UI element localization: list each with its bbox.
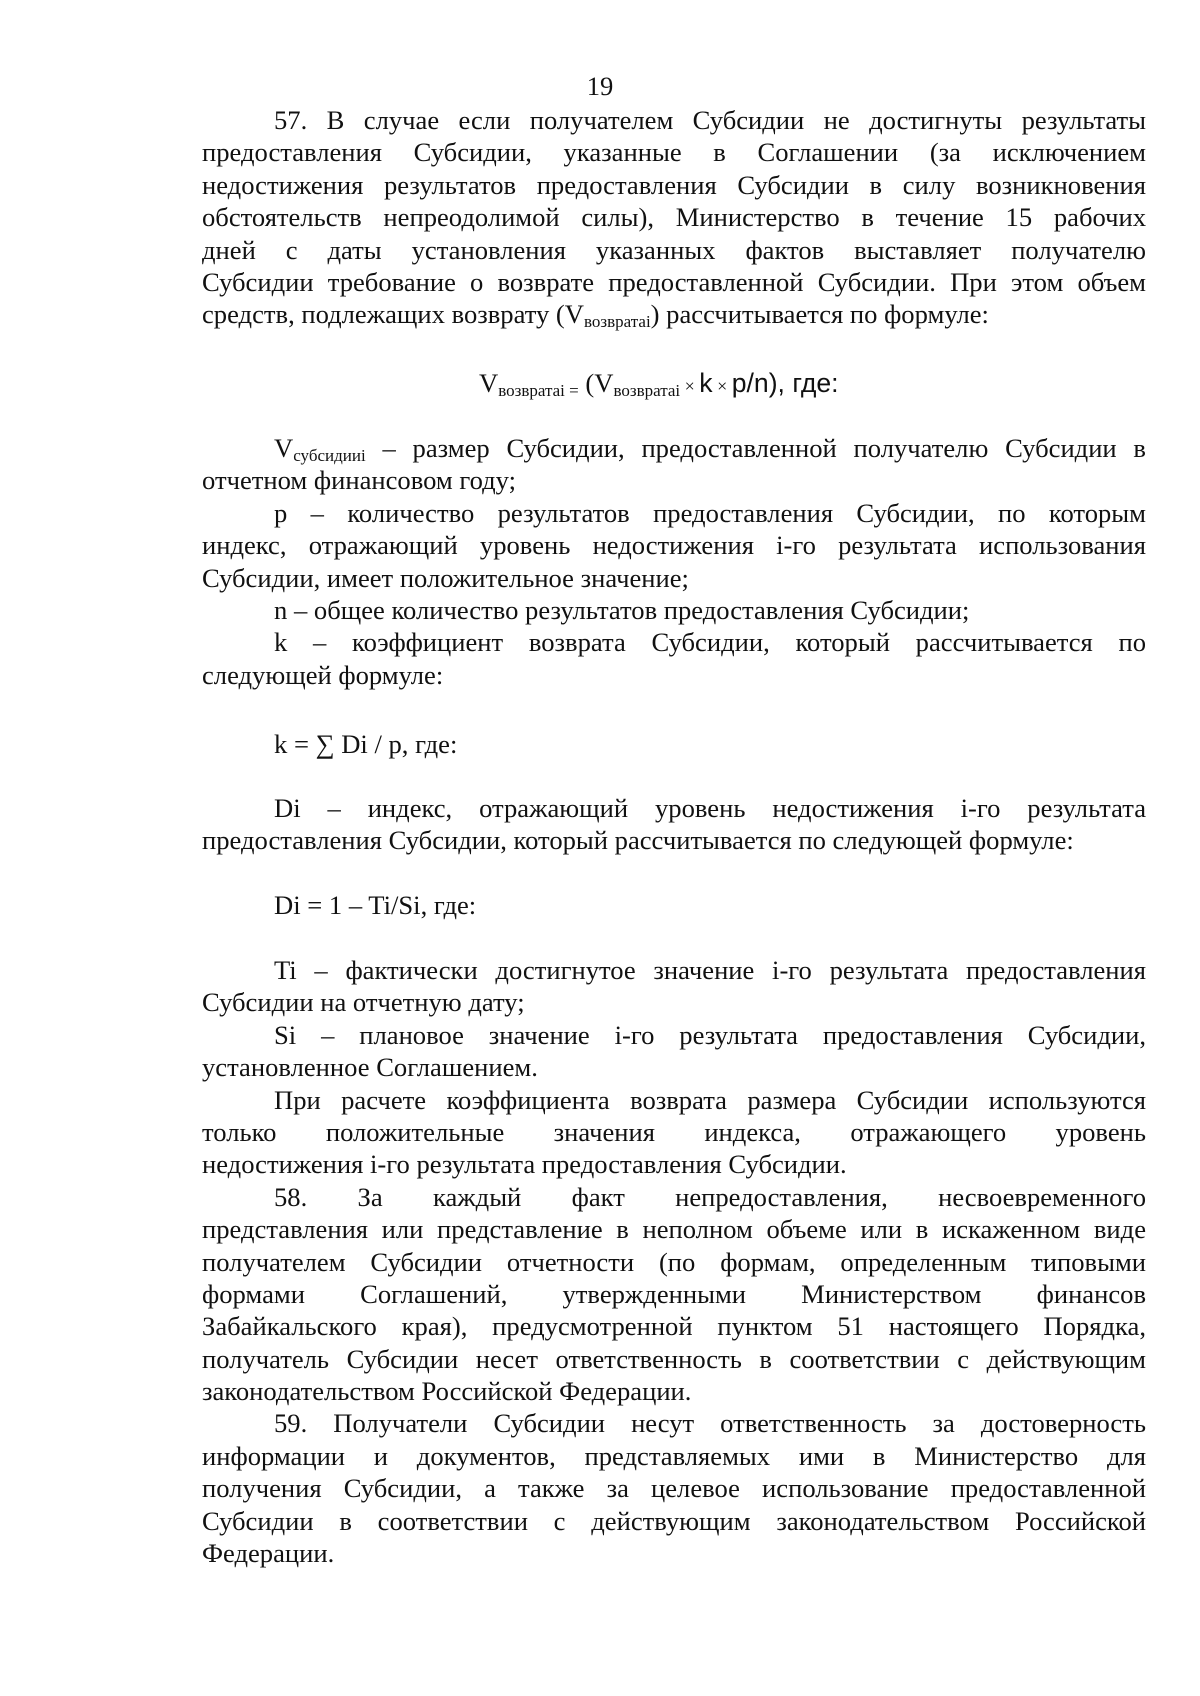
text-line: Федерации.: [202, 1538, 335, 1569]
text-line: формами Соглашений, утвержденными Министерством финансов: [202, 1278, 1146, 1309]
text-line: дней с даты установления указанных фактов выставляет получателю: [202, 234, 1146, 265]
text-line: 59. Получатели Субсидии несут ответственность за достоверность: [274, 1408, 1146, 1439]
text-line: предоставления Субсидии, указанные в Соглашении (за исключением: [202, 137, 1146, 168]
text-line: 57. В случае если получателем Субсидии не достигнуты результаты: [274, 105, 1146, 135]
text-line: отчетном финансовом году;: [202, 465, 516, 496]
text-line: n – общее количество результатов предоставления Субсидии;: [274, 594, 970, 625]
text-line: представления или представление в неполном объеме или в искаженном виде: [202, 1214, 1146, 1245]
text-line: установленное Соглашением.: [202, 1052, 538, 1083]
text-line: обстоятельств непреодолимой силы), Министерство в течение 15 рабочих: [202, 202, 1146, 233]
text-line: Субсидии на отчетную дату;: [202, 987, 525, 1018]
text-line: средств, подлежащих возврату $(V_{возвратаi})$ рассчитывается по формуле:: [202, 299, 989, 332]
text-line: предоставления Субсидии, который рассчитывается по следующей формуле:: [202, 825, 1074, 856]
text-line: получателем Субсидии отчетности (по формам, определенным типовыми: [202, 1246, 1146, 1277]
text-line: Ti – фактически достигнутое значение i-го результата предоставления: [274, 955, 1146, 985]
text-line: Субсидии, имеет положительное значение;: [202, 562, 689, 593]
text-line: При расчете коэффициента возврата размера Субсидии используются: [274, 1084, 1146, 1115]
text-line: получатель Субсидии несет ответственность в соответствии с действующим: [202, 1343, 1146, 1374]
paragraphs-58-59: [202, 954, 1146, 1569]
formula-k: k = ∑ Di / p, где:: [274, 729, 458, 759]
text-line: индекс, отражающий уровень недостижения i-го результата использования: [202, 530, 1146, 561]
text-line: недостижения результатов предоставления Субсидии в силу возникновения: [202, 169, 1146, 200]
text-line: получения Субсидии, а также за целевое использование предоставленной: [202, 1473, 1146, 1504]
text-line: Di – индекс, отражающий уровень недостижения i-го результата: [274, 793, 1146, 823]
text-line: Субсидии требование о возврате предоставленной Субсидии. При этом объем: [202, 266, 1146, 297]
page-number: 19: [586, 71, 614, 101]
di-definition: [202, 792, 1146, 857]
text-line: $V_{субсидииi}$ – размер Субсидии, предоставленной получателю Субсидии в: [274, 433, 1146, 465]
text-line: следующей формуле:: [202, 659, 444, 690]
formula-di: Di = 1 – Ti/Si, где:: [274, 890, 477, 920]
text-line: Si – плановое значение i-го результата предоставления Субсидии,: [274, 1019, 1146, 1050]
text-line: k – коэффициент возврата Субсидии, который рассчитывается по: [274, 627, 1146, 658]
text-line: Забайкальского края), предусмотренной пунктом 51 настоящего Порядка,: [202, 1311, 1146, 1342]
text-line: 58. За каждый факт непредоставления, несвоевременного: [274, 1181, 1146, 1212]
text-line: p – количество результатов предоставления Субсидии, по которым: [274, 497, 1146, 528]
text-line: Субсидии в соответствии с действующим законодательством Российской: [202, 1505, 1146, 1536]
definitions: [202, 432, 1146, 691]
formula-return-volume: $V_{возвратаi =}$ $(V_{возвратаi} \times k \times p/n)$, где:: [479, 368, 839, 400]
text-line: недостижения i-го результата предоставления Субсидии.: [202, 1149, 847, 1180]
paragraph-57: [202, 104, 1146, 331]
text-line: только положительные значения индекса, отражающего уровень: [202, 1116, 1146, 1147]
text-line: информации и документов, представляемых ими в Министерство для: [202, 1440, 1146, 1471]
text-line: законодательством Российской Федерации.: [202, 1376, 692, 1407]
